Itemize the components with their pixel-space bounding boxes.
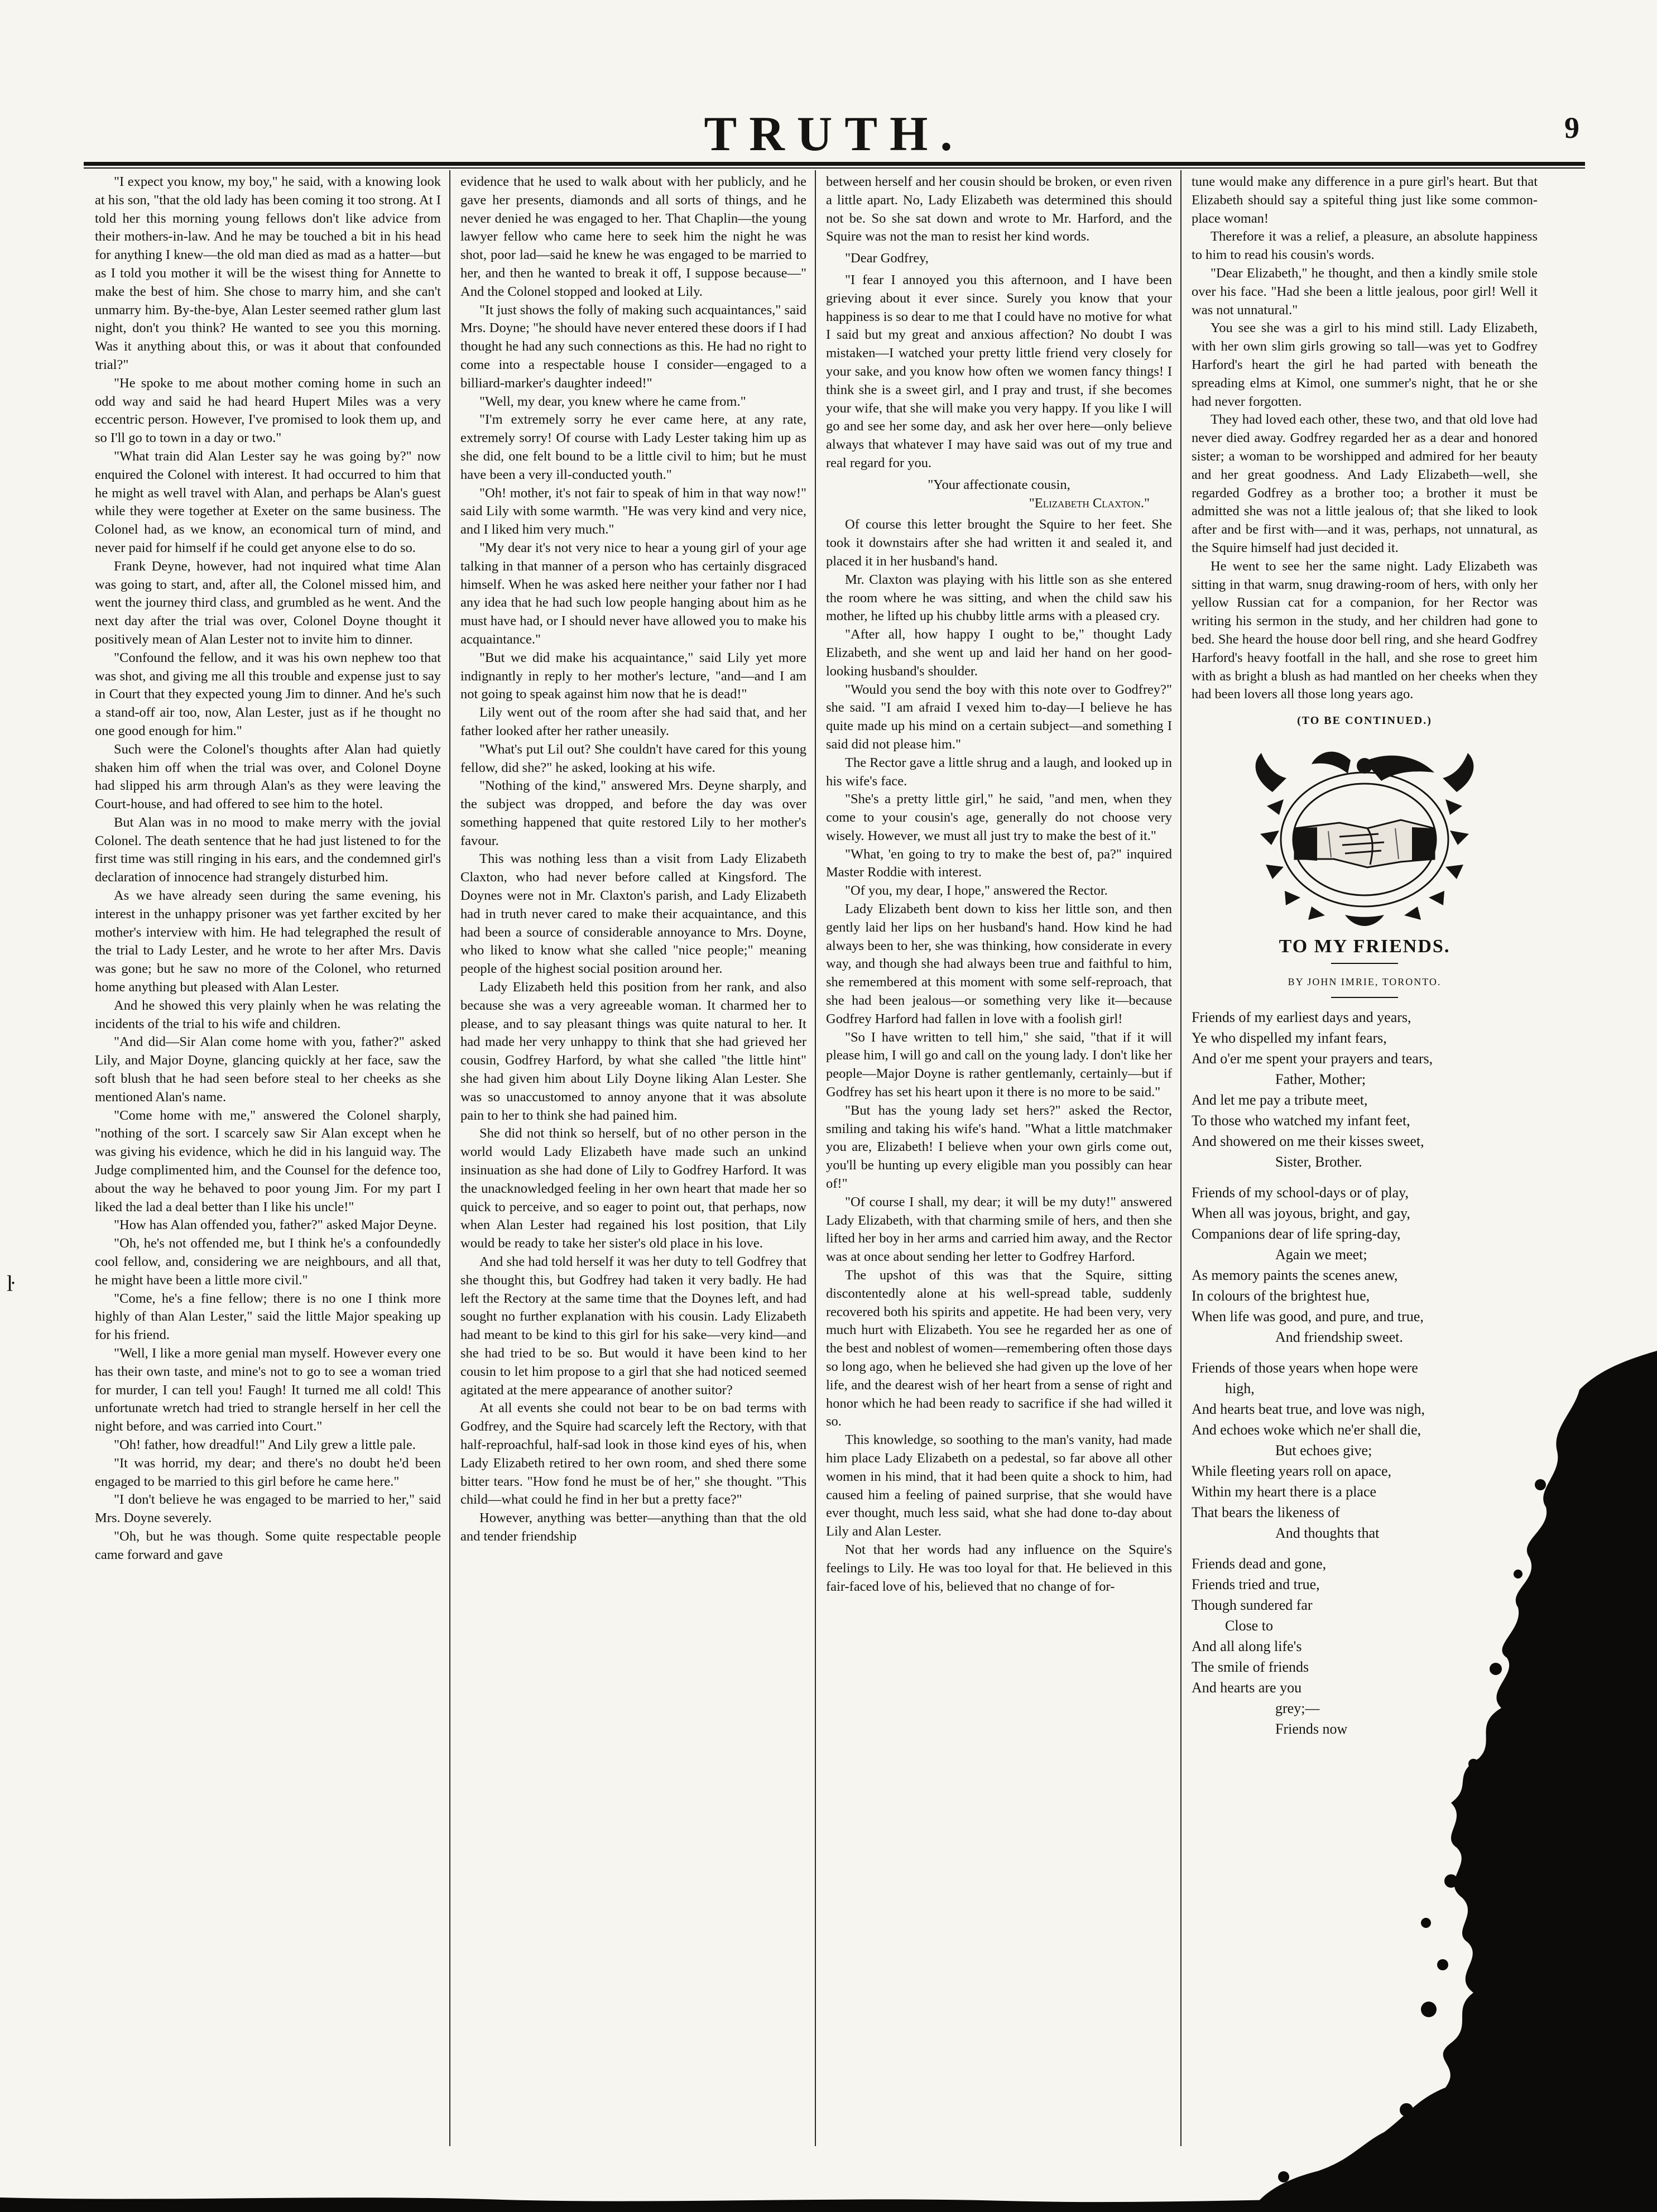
poem-line: As memory paints the scenes anew, [1192, 1266, 1398, 1283]
paragraph: "So I have written to tell him," she said, "that if it will please him, I will go and call on the young lady. I don't like her people—Major Doyne is rather gentlemanly, certainly—but if Godfrey has set his heart upon it there is no more to be said." [826, 1029, 1172, 1100]
letter-closing: "Your affectionate cousin, [928, 477, 1070, 492]
paragraph: Lady Elizabeth held this position from her rank, and also because she was a very agreeable woman. It charmed her to please, and to say pleasant things was quite natural to her. It had made her very unhappy to think that she had grieved her cousin, Godfrey Harford, by what she called "the little hint" she had given him about Lily Doyne liking Alan Lester. She was so unaccustomed to annoy anyone that it was absolute pain to her to think she had pained him. [460, 980, 806, 1123]
paragraph: "After all, how happy I ought to be," thought Lady Elizabeth, and she went up and laid her hand on her good-looking husband's shoulder. [826, 627, 1172, 679]
paragraph: "Come, he's a fine fellow; there is no one I think more highly of than Alan Lester," said the little Major speaking up for his friend. [95, 1290, 441, 1343]
poem-line: And friendship sweet. [1275, 1328, 1403, 1345]
paragraph: "Dear Elizabeth," he thought, and then a kindly smile stole over his face. "Had she been a little jealous, poor girl! Well it was not unnatural." [1192, 265, 1538, 318]
paragraph: And he showed this very plainly when he was relating the incidents of the trial to his wife and children. [95, 997, 441, 1031]
poem-line: While fleeting years roll on apace, [1192, 1462, 1392, 1479]
paragraph: "How has Alan offended you, father?" asked Major Deyne. [114, 1217, 437, 1233]
letter-salutation: "Dear Godfrey, [845, 251, 929, 266]
letter-body: "I fear I annoyed you this afternoon, and I have been grieving about it ever since. Surely you know that your happiness is so dear to me that I could have no motive for what I said but my great and anxious affection? No doubt I was mistaken—I watched your pretty little friend very closely for your sake, and you know how often we women fancy things! I think she is a sweet girl, and I pray and trust, if she becomes your wife, that she will make you very happy. If you like I will go and see her some day, and ask her over here—only believe always that whatever I may have said was out of my true and real regard for you. [826, 272, 1172, 471]
poem-line: In colours of the brightest hue, [1192, 1287, 1370, 1304]
poem-line: Ye who dispelled my infant fears, [1192, 1029, 1387, 1046]
paragraph: Lady Elizabeth bent down to kiss her little son, and then gently laid her lips on her husband's hand. How kind he had always been to her, she was thinking, how considerate in every way, and though she had always been true and faithful to him, she remembered at this moment with some self-reproach, that she had been jealous—or something very like it—because Godfrey Harford had fallen in love with a foolish girl! [826, 901, 1172, 1026]
poem-line: When life was good, and pure, and true, [1192, 1308, 1424, 1325]
poem-line: grey;— [1275, 1700, 1320, 1716]
poem-line: But echoes give; [1275, 1442, 1372, 1458]
poem-line: And hearts are you [1192, 1679, 1302, 1696]
paragraph: "I don't believe he was engaged to be married to her," said Mrs. Doyne severely. [95, 1492, 441, 1526]
paragraph: "But we did make his acquaintance," said Lily yet more indignantly in reply to her mother's lecture, "and—and I am not going to speak against him now that he is dead!" [460, 650, 806, 702]
paragraph: You see she was a girl to his mind still. Lady Elizabeth, with her own slim girls growing so tall—was yet to Godfrey Harford's heart the girl he had parted with beneath the spreading elms at Kimol, one summer's night, that he or she had never forgotten. [1192, 320, 1538, 409]
paragraph: Lily went out of the room after she had said that, and her father looked after her rather uneasily. [460, 705, 806, 738]
paragraph: "I expect you know, my boy," he said, with a knowing look at his son, "that the old lady has been coming it too strong. At I told her this morning young fellows don't like advice from their mothers-in-law. And he may be touched a bit in his head for anything I knew—the old man died as mad as a hatter—but as I told you mother it will be the wisest thing for Annette to make the best of him. She chose to marry him, and she can't unmarry him. By-the-bye, Alan Lester seemed rather glum last night, don't you think? He wanted to see you this morning. Was it anything about this, or was it about that confounded trial?" [95, 174, 441, 372]
paragraph: Mr. Claxton was playing with his little son as she entered the room where he was sitting, and when the child saw his mother, he lifted up his chubby little arms with a pleased cry. [826, 572, 1172, 624]
paragraph: "Oh, but he was though. Some quite respectable people came forward and gave [95, 1528, 441, 1562]
paragraph: "But has the young lady set hers?" asked the Rector, smiling and taking his wife's hand. "What a little matchmaker you are, Elizabeth! I believe when your own girls come out, you'll be hunting up every eligible man you possibly can hear of!" [826, 1102, 1172, 1192]
poem-line: Father, Mother; [1275, 1071, 1366, 1087]
poem-line: Friends of those years when hope were [1192, 1359, 1418, 1376]
poem-line: And let me pay a tribute meet, [1192, 1091, 1368, 1108]
poem-line: high, [1225, 1380, 1255, 1397]
paragraph: At all events she could not bear to be on bad terms with Godfrey, and the Squire had scarcely left the Rectory, with that half-reproachful, half-sad look in those kind eyes of his, when Lady Elizabeth retired to her own room, and shed there some bitter tears. "How fond he must be of her," she thought. "This child—what could he find in her but a pretty face?" [460, 1400, 806, 1508]
poem-line: Friends dead and gone, [1192, 1555, 1327, 1572]
paragraph: He went to see her the same night. Lady Elizabeth was sitting in that warm, snug drawing-room of hers, with only her yellow Russian cat for a companion, for her Rector was writing his sermon in the study, and her children had gone to bed. She heard the house door bell ring, and she heard Godfrey Harford's heavy footfall in the hall, and she rose to greet him with as bright a blush as had mantled on her cheeks when they had been lovers all those long years ago. [1192, 558, 1538, 702]
newspaper-title: TRUTH. [704, 107, 965, 161]
poem-line: Friends tried and true, [1192, 1576, 1320, 1592]
poem-line: Sister, Brother. [1275, 1153, 1362, 1170]
poem-line: Companions dear of life spring-day, [1192, 1225, 1401, 1242]
margin-mark: ŀ [7, 1271, 15, 1296]
paragraph: "Confound the fellow, and it was his own nephew too that was shot, and giving me all this trouble and expense just to say in Court that they expected young Jim to dinner. And he's such a stand-off air too, now, Alan Lester, just as if he thought no one good enough for him." [95, 650, 441, 738]
poem-line: Close to [1225, 1617, 1273, 1634]
paragraph: "It just shows the folly of making such acquaintances," said Mrs. Doyne; "he should have never entered these doors if I had thought he had any such connections as this. He had no right to come into a respectable house I consider—engaged to a billiard-marker's daughter indeed!" [460, 302, 806, 391]
poem-line: To those who watched my infant feet, [1192, 1112, 1410, 1129]
poem-line: Friends of my earliest days and years, [1192, 1009, 1411, 1025]
paragraph: And she had told herself it was her duty to tell Godfrey that she thought this, but Godfrey had taken it very badly. He had left the Rectory at the same time that the Doynes left, and had sought no further explanation with his cousin. Lady Elizabeth had meant to be kind to this girl for his sake—very kind—and she had tried to be so. But would it have been kind to her cousin to let him propose to a girl that she had noticed seemed agitated at the mere appearance of another suitor? [460, 1254, 806, 1398]
paragraph: The Rector gave a little shrug and a laugh, and looked up in his wife's face. [826, 755, 1172, 789]
paragraph: This knowledge, so soothing to the man's vanity, had made him place Lady Elizabeth on a pedestal, so far above all other women in his mind, that it had been quite a shock to him, had caused him a feeling of pained surprise, that she would have ever thought, much less said, what she had done to-day about Lily and Alan Lester. [826, 1432, 1172, 1539]
paragraph: Of course this letter brought the Squire to her feet. She took it downstairs after she had written it and sealed it, and placed it in her husband's hand. [826, 517, 1172, 569]
paragraph: "Oh! mother, it's not fair to speak of him in that way now!" said Lily with some warmth. "He was very kind and very nice, and I liked him very much." [460, 485, 806, 538]
paragraph: This was nothing less than a visit from Lady Elizabeth Claxton, who had never before called at Kingsford. The Doynes were not in Mr. Claxton's parish, and Lady Elizabeth had in truth never cared to make their acquaintance, and this had been a source of considerable annoyance to Mrs. Doyne, who liked to know what she called "nice people;" meaning people of the highest social position around her. [460, 851, 806, 977]
paragraph: "What train did Alan Lester say he was going by?" now enquired the Colonel with interest. It had occurred to him that he might as well travel with Alan, and perhaps be Alan's guest while they were together at Exeter on the same business. The Colonel had, as we know, an economical turn of mind, and never paid for himself if he could get anyone else to do so. [95, 448, 441, 555]
paragraph: "Of course I shall, my dear; it will be my duty!" answered Lady Elizabeth, with that charming smile of hers, and then she lifted her boy in her arms and carried him away, and the Rector was at once about sending her letter to Godfrey Harford. [826, 1194, 1172, 1265]
poem-line: Friends of my school-days or of play, [1192, 1184, 1409, 1201]
to-be-continued: (TO BE CONTINUED.) [1297, 714, 1432, 727]
paragraph: Not that her words had any influence on the Squire's feelings to Lily. He was too loyal for that. He believed in this fair-faced love of his, believed that no change of for- [826, 1542, 1172, 1594]
paragraph: "She's a pretty little girl," he said, "and men, when they come to your cousin's age, generally do not choose very wisely. However, we must all just try to make the best of it." [826, 791, 1172, 843]
paragraph: "I'm extremely sorry he ever came here, at any rate, extremely sorry! Of course with Lady Lester taking him up as she did, one felt bound to be a little civil to him; but he must have been a very ill-conducted youth." [460, 412, 806, 482]
paragraph: "It was horrid, my dear; and there's no doubt he'd been engaged to be married to this girl before he came here." [95, 1455, 441, 1489]
paragraph: "He spoke to me about mother coming home in such an odd way and said he had heard Hupert Miles was a very eccentric person. However, I've promised to look them up, and so I'll go to town in a day or two." [95, 375, 441, 446]
paragraph: "And did—Sir Alan come home with you, father?" asked Lily, and Major Doyne, glancing quickly at her face, saw the soft blush that he had seen before steal to her cheeks as she mentioned Alan's name. [95, 1034, 441, 1105]
poem-line: When all was joyous, bright, and gay, [1192, 1205, 1410, 1221]
poem-line: And echoes woke which ne'er shall die, [1192, 1421, 1421, 1438]
paragraph: "What, 'en going to try to make the best of, pa?" inquired Master Roddie with interest. [826, 846, 1172, 880]
poem-line: That bears the likeness of [1192, 1504, 1340, 1520]
paragraph: "Of you, my dear, I hope," answered the Rector. [845, 883, 1108, 899]
paragraph: "Well, my dear, you knew where he came from." [479, 394, 746, 409]
paragraph: tune would make any difference in a pure girl's heart. But that Elizabeth should say a spiteful thing just like some common-place woman! [1192, 174, 1538, 226]
paragraph: But Alan was in no mood to make merry with the jovial Colonel. The death sentence that he had just listened to for the first time was still ringing in his ears, and the condemned girl's declaration of innocence had strangely disturbed him. [95, 814, 441, 885]
torn-bottom-edge [0, 2186, 1657, 2212]
paragraph: "Would you send the boy with this note over to Godfrey?" she said. "I am afraid I vexed him to-day—I believe he has quite made up his mind on a certain subject—and something I said did not please him." [826, 682, 1172, 752]
paragraph: "Well, I like a more genial man myself. However every one has their own taste, and mine's not to go to see a woman tried for murder, I can tell you! Faugh! It turned me all cold! This unfortunate wretch had tried to strangle herself in her cell the night before, and was carried into Court." [95, 1346, 441, 1434]
paragraph: "What's put Lil out? She couldn't have cared for this young fellow, did she?" he asked, looking at his wife. [460, 741, 806, 775]
poem-line: And o'er me spent your prayers and tears, [1192, 1050, 1433, 1067]
paragraph: "Oh! father, how dreadful!" And Lily grew a little pale. [114, 1437, 416, 1452]
page-number: 9 [1564, 111, 1579, 145]
paragraph: The upshot of this was that the Squire, sitting discontentedly alone at his well-spread table, suddenly recovered both his spirits and appetite. He had been very, very much hurt with Elizabeth. You see he regarded her as one of the best and noblest of women—remembering often those days so long ago, when he believed she had given up the love of her life, and the dearest wish of her heart from a sense of right and honor which he had been ready to sacrifice if she had willed it so. [826, 1268, 1172, 1429]
paragraph: However, anything was better—anything than that the old and tender friendship [460, 1510, 806, 1544]
poem-line: And thoughts that [1275, 1524, 1380, 1541]
paragraph: evidence that he used to walk about with her publicly, and he gave her presents, diamonds and all sorts of things, and he never denied he was engaged to her. That Chaplin—the young lawyer fellow who came here to seek him the night he was shot, poor lad—said he knew he was engaged to be married to her, and then he wanted to break it off, I suppose because—" And the Colonel stopped and looked at Lily. [460, 174, 806, 299]
poem-line: Though sundered far [1192, 1596, 1313, 1613]
paragraph: They had loved each other, these two, and that old love had never died away. Godfrey regarded her as a dear and honored sister; a woman to be worshipped and admired for her beauty and her great goodness. And Lady Elizabeth—well, she regarded Godfrey as a brother too; a brother it must be admitted she was not a little jealous of; that she liked to look after and be first with—and it was, perhaps, not unnatural, as the Squire himself had just decided it. [1192, 412, 1538, 555]
paragraph: Such were the Colonel's thoughts after Alan had quietly shaken him off when the trial was over, and Colonel Doyne had slipped his arm through Alan's as they were leaving the Court-house, and had offered to see him to the hotel. [95, 741, 441, 812]
paragraph: between herself and her cousin should be broken, or even riven a little apart. No, Lady Elizabeth was determined this should not be. So she sat down and wrote to Mr. Harford, and the Squire was not the man to resist her kind words. [826, 174, 1172, 244]
paragraph: "Oh, he's not offended me, but I think he's a confoundedly cool fellow, and, considering we are neighbours, and all that, he might have been a little more civil." [95, 1236, 441, 1288]
poem-line: And all along life's [1192, 1638, 1302, 1654]
poem-line: And hearts beat true, and love was nigh, [1192, 1400, 1425, 1417]
poem-title: TO MY FRIENDS. [1279, 935, 1451, 957]
paragraph: She did not think so herself, but of no other person in the world would Lady Elizabeth have made such an unkind insinuation as she had done of Lily to Godfrey Harford. It was the unacknowledged feeling in her own heart that made her so quick to perceive, and so eager to point out, that perhaps, now when Alan Lester had regained his lost position, that Lily would be ready to take her sister's old place in his love. [460, 1126, 806, 1251]
letter-signature: "Elizabeth Claxton." [1029, 495, 1150, 511]
poem-line: Again we meet; [1275, 1246, 1367, 1263]
poem-author: BY JOHN IMRIE, TORONTO. [1288, 976, 1442, 987]
paragraph: "Come home with me," answered the Colonel sharply, "nothing of the sort. I scarcely saw Sir Alan except when he was giving his evidence, which he did in his languid way. The Judge complimented him, and the Counsel for the defence too, about the way he behaved to poor young Jim. For my part I liked the lad a deal better than I like his uncle!" [95, 1107, 441, 1215]
poem-line: And showered on me their kisses sweet, [1192, 1133, 1424, 1149]
poem-line: The smile of friends [1192, 1658, 1309, 1675]
paragraph: As we have already seen during the same evening, his interest in the unhappy prisoner was yet farther excited by her mother's interview with him. He had telegraphed the result of the trial to Lady Lester, and he wrote to her after Mrs. Davis was gone; but he saw no more of the Colonel, who returned home anything but pleased with Alan Lester. [95, 888, 441, 995]
paragraph: "My dear it's not very nice to hear a young girl of your age talking in that manner of a person who has certainly disgraced himself. When he was asked here neither your father nor I had any idea that he had such low people hanging about him as he must have had, or I should never have allowed you to make his acquaintance." [460, 540, 806, 647]
paragraph: Frank Deyne, however, had not inquired what time Alan was going to start, and, after all, the Colonel missed him, and went the journey third class, and grumbled as he went. And the next day after the trial was over, Colonel Doyne thought it positively mean of Alan Lester not to invite him to dinner. [95, 558, 441, 647]
poem-line: Within my heart there is a place [1192, 1483, 1377, 1500]
paragraph: "Nothing of the kind," answered Mrs. Deyne sharply, and the subject was dropped, and before the day was over something happened that quite restored Lily to her mother's favour. [460, 778, 806, 848]
paragraph: Therefore it was a relief, a pleasure, an absolute happiness to him to read his cousin's words. [1192, 229, 1538, 263]
poem-line: Friends now [1275, 1720, 1348, 1737]
